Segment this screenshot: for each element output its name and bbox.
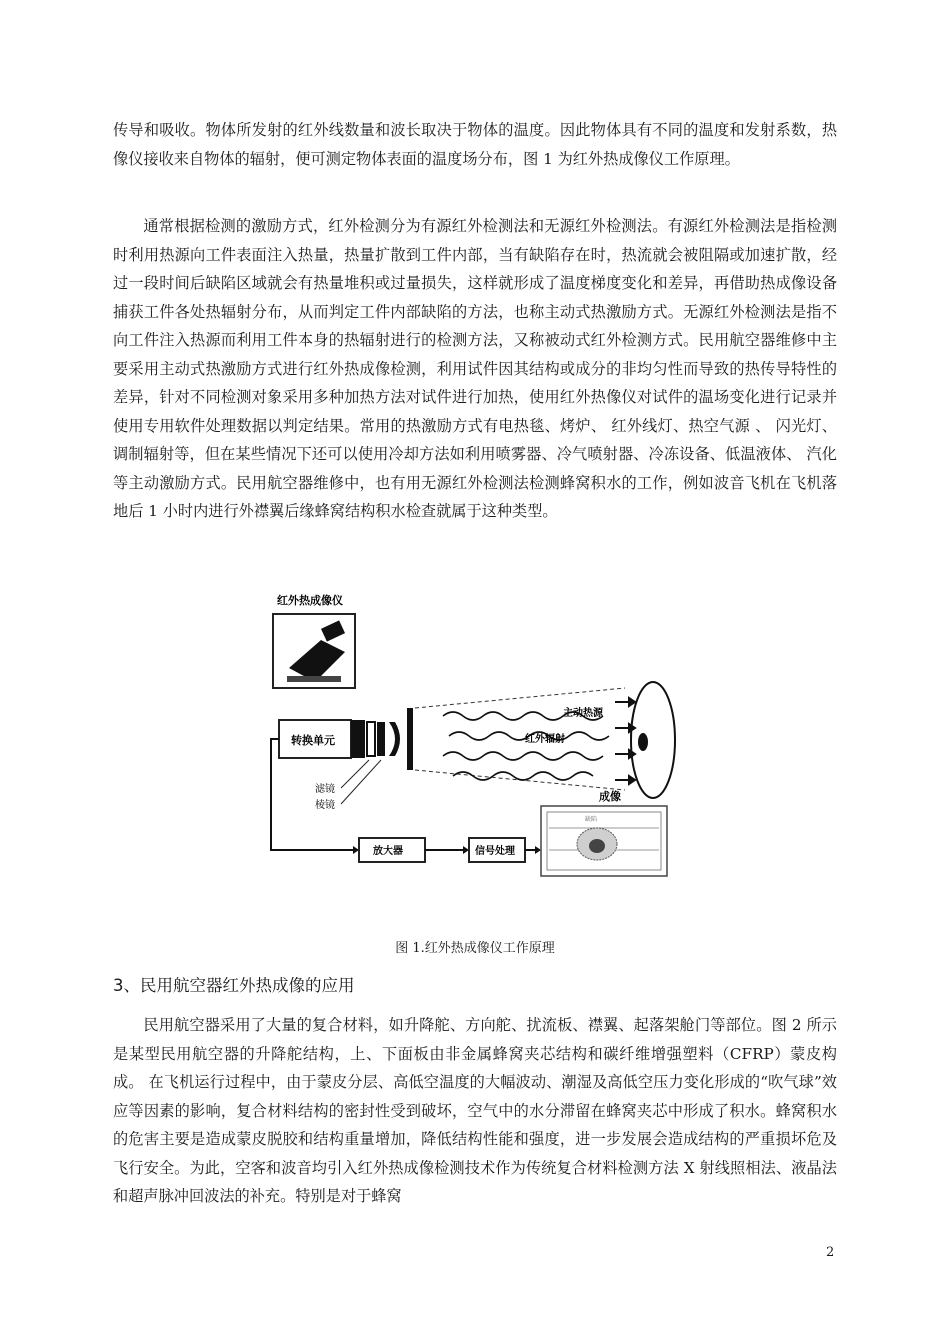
radiation-label: 红外辐射 xyxy=(525,734,565,745)
prism-label: 棱镜 xyxy=(315,800,335,811)
amplifier-label: 放大器 xyxy=(373,846,403,857)
camera-label: 红外热成像仪 xyxy=(277,594,343,607)
paragraph-detection-methods: 通常根据检测的激励方式，红外检测分为有源红外检测法和无源红外检测法。有源红外检测法是指检测时利用热源向工件表面注入热量，热量扩散到工件内部，当有缺陷存在时，热流就会被阻隔或加速扩散，经过一段时间后缺陷区域就会有热量堆积或过量损失，这样就形成了温度梯度变化和差异，再借助热成像设备捕获工件各处热辐射分布，从而判定工件内部缺陷的方法，也称主动式热激励方式。无源红外检测法是指不向工件注入热源而利用工件本身的热辐射进行的检测方法，又称被动式红外检测方式。民用航空器维修中主要采用主动式热激励方式进行红外热成像检测，利用试件因其结构或成分的非均匀性而导致的热传导特性的差异，针对不同检测对象采用多种加热方法对试件进行加热，使用红外热像仪对试件的温场变化进行记录并使用专用软件处理数据以判定结果。常用的热激励方式有电热毯、烤炉、 红外线灯、热空气源 、 闪光灯、 调制辐射等，但在某些情况下还可以使用冷却方法如利用喷雾器、冷气喷射器、冷冻设备、低温液体、 汽化等主动激励方式。民用航空器维修中，也有用无源红外检测法检测蜂窝积水的工作，例如波音飞机在飞机落地后 1 小时内进行外襟翼后缘蜂窝结构积水检查就属于这种类型。 xyxy=(113,217,837,520)
heat-source-label: 主动热源 xyxy=(563,708,603,719)
section-title: 3、民用航空器红外热成像的应用 xyxy=(113,976,355,995)
thermal-image-core xyxy=(589,839,605,853)
beam-upper-edge xyxy=(415,688,625,708)
converter-label: 转换单元 xyxy=(291,734,335,747)
imaging-label: 成像 xyxy=(599,790,621,803)
screen-tag: 缺陷 xyxy=(585,816,598,823)
filter-pointer xyxy=(341,760,369,788)
infrared-camera-principle-figure xyxy=(263,590,683,920)
defect-spot xyxy=(638,733,648,751)
test-object xyxy=(631,682,675,798)
infrared-waves xyxy=(443,712,609,780)
arrow-to-screen xyxy=(535,846,541,854)
lens-tube xyxy=(351,720,365,758)
paragraph-composite-materials: 民用航空器采用了大量的复合材料，如升降舵、方向舵、扰流板、襟翼、起落架舱门等部位。图 2 所示是某型民用航空器的升降舵结构，上、下面板由非金属蜂窝夹芯结构和碳纤维增强塑料（CFRP）蒙皮构成。 在飞机运行过程中，由于蒙皮分层、高低空温度的大幅波动、潮湿及高低空压力变化形成的“吹气球”效应等因素的影响，复合材料结构的密封性受到破坏，空气中的水分滞留在蜂窝夹芯中形成了积水。蜂窝积水的危害主要是造成蒙皮脱胶和结构重量增加，降低结构性能和强度，进一步发展会造成结构的严重损坏危及飞行安全。为此，空客和波音均引入红外热成像检测技术作为传统复合材料检测方法 X 射线照相法、液晶法和超声脉冲回波法的补充。特别是对于蜂窝 xyxy=(113,1016,837,1205)
filter-label: 滤镜 xyxy=(315,784,335,795)
aperture-plate xyxy=(407,708,413,770)
lens-element xyxy=(389,722,400,756)
paragraph-intro-continued: 传导和吸收。物体所发射的红外线数量和波长取决于物体的温度。因此物体具有不同的温度和发射系数，热像仪接收来自物体的辐射，便可测定物体表面的温度场分布，图 1 为红外热成像仪工作原理。 xyxy=(113,121,837,168)
filter-element xyxy=(367,722,375,756)
page-number: 2 xyxy=(826,1245,835,1260)
signal-label: 信号处理 xyxy=(475,846,515,857)
figure-caption: 图 1.红外热成像仪工作原理 xyxy=(395,941,555,956)
prism-element xyxy=(377,722,385,756)
